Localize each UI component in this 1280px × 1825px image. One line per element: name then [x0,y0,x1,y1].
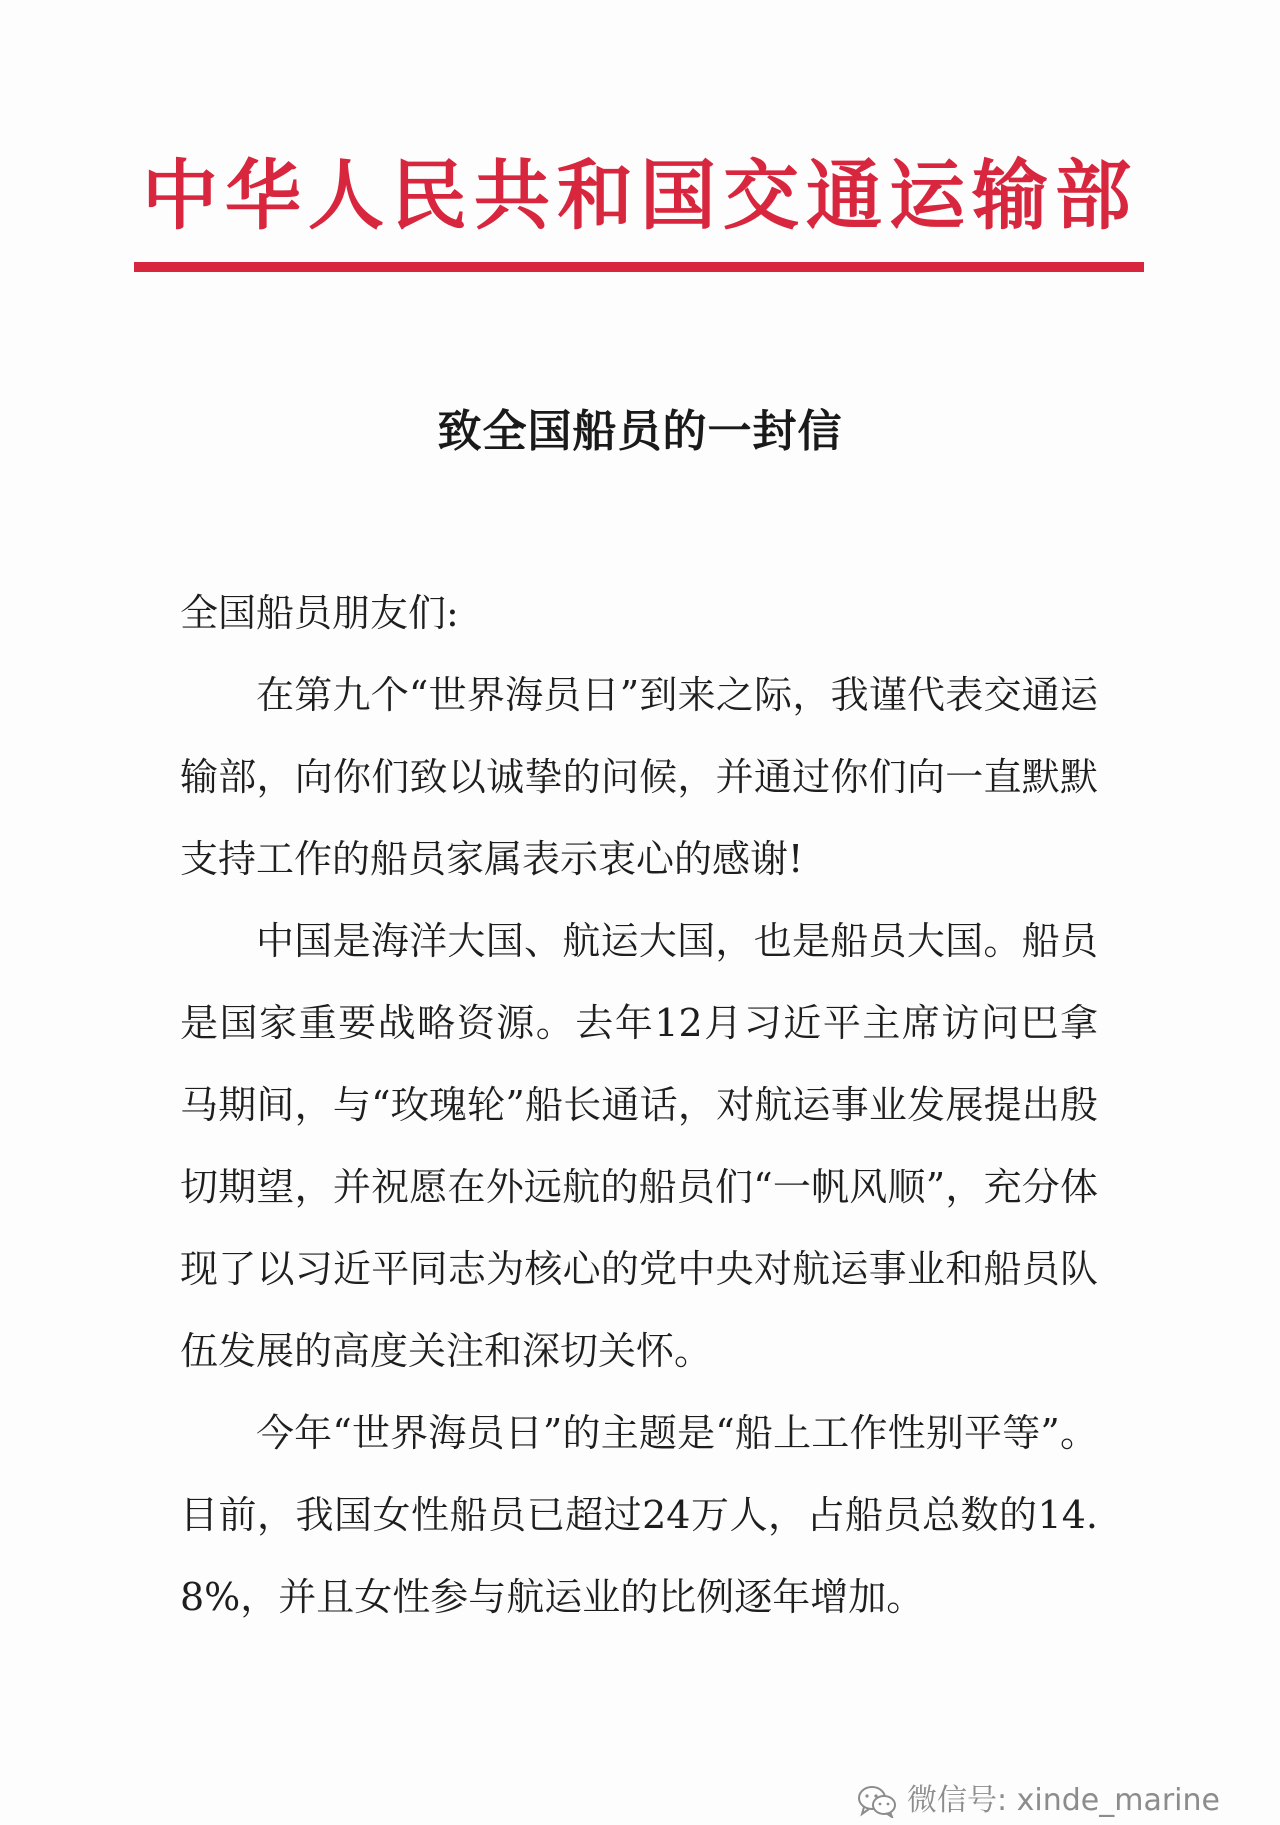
salutation: 全国船员朋友们: [180,591,459,635]
paragraph-greeting: 在第九个“世界海员日”到来之际，我谨代表交通运输部，向你们致以诚挚的问候，并通过你们向一直默默支持工作的船员家属表示衷心的感谢! [180,673,1098,881]
letterhead-red-rule [134,262,1144,272]
letterhead-agency-name: 中华人民共和国交通运输部 [142,151,1138,240]
letter-body [180,572,1098,1638]
wechat-watermark [857,1784,1220,1818]
watermark-text: 微信号: xinde_marine [907,1783,1220,1818]
paragraph-gender-equality: 今年“世界海员日”的主题是“船上工作性别平等”。目前，我国女性船员已超过24万人，占船员总数的14.8%，并且女性参与航运业的比例逐年增加。 [180,1411,1098,1619]
document-title: 致全国船员的一封信 [437,406,843,457]
wechat-icon [857,1784,897,1818]
paragraph-maritime-nation: 中国是海洋大国、航运大国，也是船员大国。船员是国家重要战略资源。去年12月习近平主席访问巴拿马期间，与“玫瑰轮”船长通话，对航运事业发展提出殷切期望，并祝愿在外远航的船员们“一帆风顺”，充分体现了以习近平同志为核心的党中央对航运事业和船员队伍发展的高度关注和深切关怀。 [180,919,1098,1373]
